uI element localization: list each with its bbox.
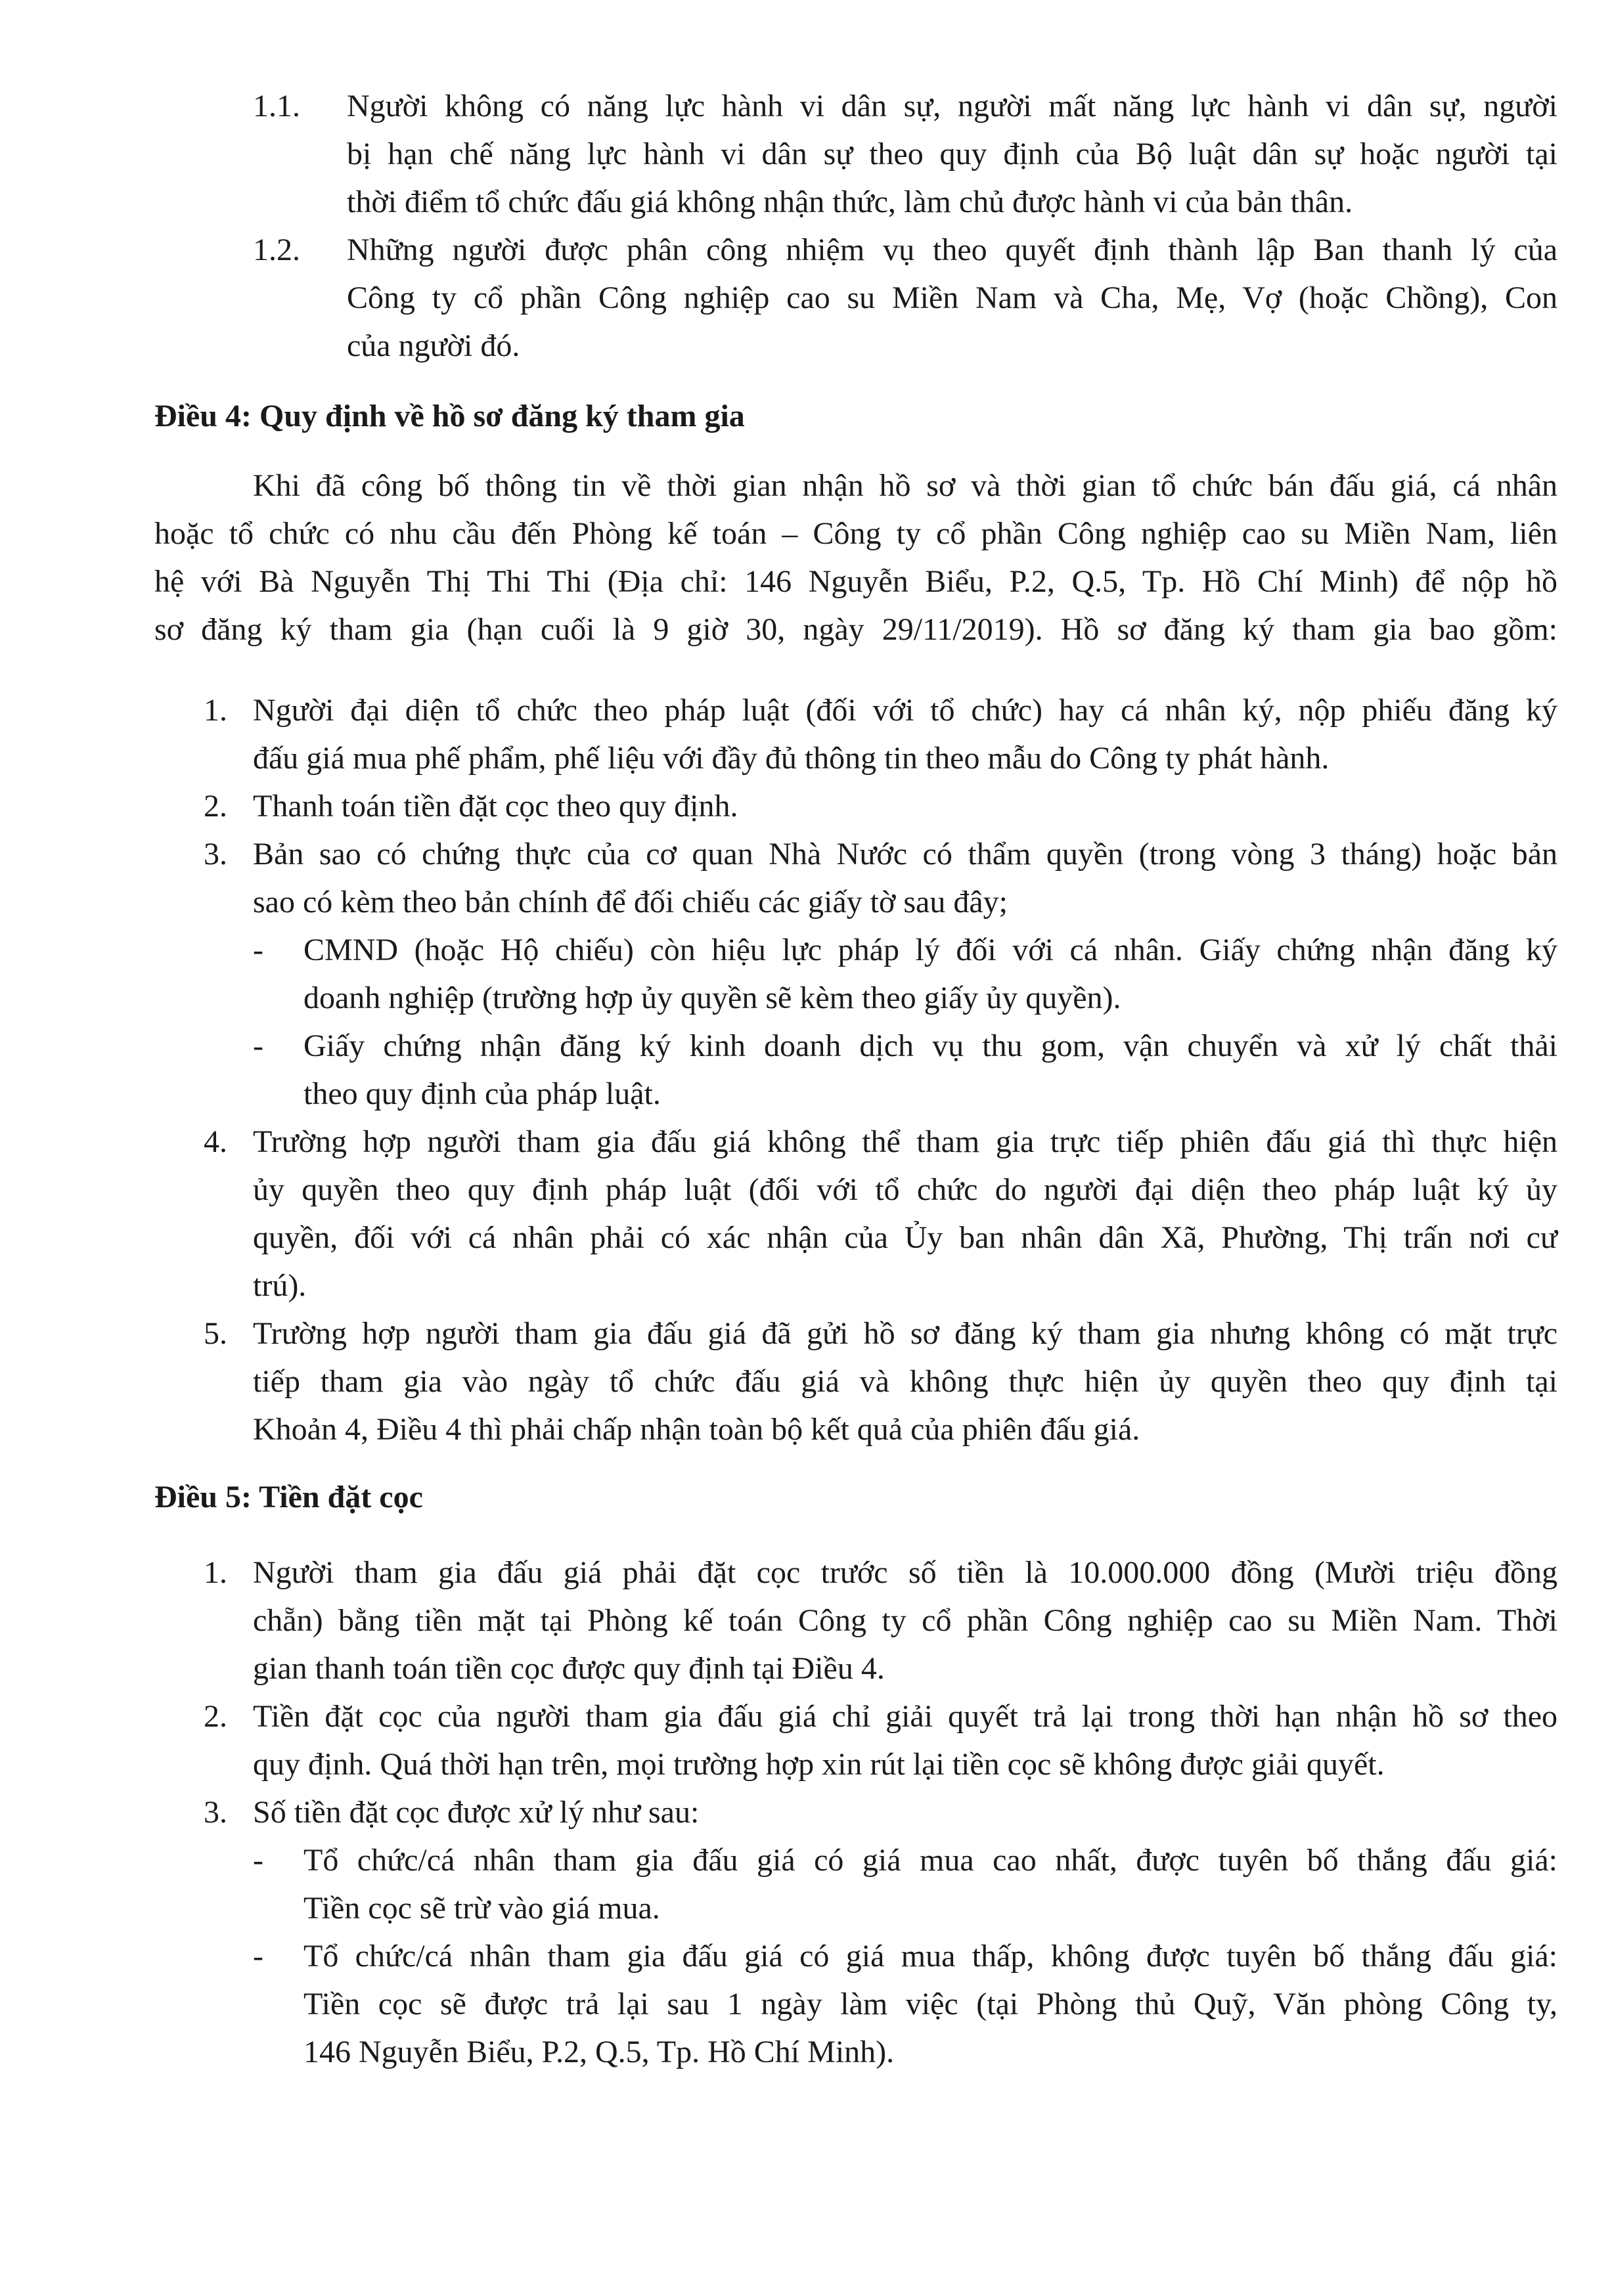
item-number: 2. (204, 789, 227, 824)
item-number: 4. (204, 1124, 227, 1159)
paragraph-line: Bản sao có chứng thực của cơ quan Nhà Nước có thẩm quyền (trong vòng 3 tháng) hoặc bản (253, 837, 1557, 872)
paragraph-line: sao có kèm theo bản chính để đối chiếu các giấy tờ sau đây; (253, 885, 1008, 919)
paragraph-line: quyền, đối với cá nhân phải có xác nhận của Ủy ban nhân dân Xã, Phường, Thị trấn nơi cư (253, 1220, 1557, 1255)
paragraph-line: Trường hợp người tham gia đấu giá đã gửi hồ sơ đăng ký tham gia nhưng không có mặt trực (253, 1316, 1557, 1351)
paragraph-line: Tiền đặt cọc của người tham gia đấu giá chỉ giải quyết trả lại trong thời hạn nhận hồ sơ theo (253, 1699, 1557, 1734)
paragraph-line: Trường hợp người tham gia đấu giá không thể tham gia trực tiếp phiên đấu giá thì thực hiện (253, 1124, 1557, 1159)
item-number: 3. (204, 1795, 227, 1830)
paragraph-line: bị hạn chế năng lực hành vi dân sự theo quy định của Bộ luật dân sự hoặc người tại (347, 137, 1557, 171)
paragraph-line: sơ đăng ký tham gia (hạn cuối là 9 giờ 30, ngày 29/11/2019). Hồ sơ đăng ký tham gia bao gồm: (154, 612, 1557, 647)
paragraph-line: gian thanh toán tiền cọc được quy định tại Điều 4. (253, 1651, 885, 1686)
bullet-dash: - (253, 1028, 263, 1063)
paragraph-line: Thanh toán tiền đặt cọc theo quy định. (253, 789, 738, 824)
paragraph-line: ủy quyền theo quy định pháp luật (đối với tổ chức do người đại diện theo pháp luật ký ủy (253, 1172, 1557, 1207)
paragraph-line: CMND (hoặc Hộ chiếu) còn hiệu lực pháp lý đối với cá nhân. Giấy chứng nhận đăng ký (303, 933, 1557, 967)
paragraph-line: 146 Nguyễn Biểu, P.2, Q.5, Tp. Hồ Chí Minh). (303, 2035, 895, 2069)
paragraph-line: đấu giá mua phế phẩm, phế liệu với đầy đủ thông tin theo mẫu do Công ty phát hành. (253, 741, 1330, 776)
paragraph-line: doanh nghiệp (trường hợp ủy quyền sẽ kèm theo giấy ủy quyền). (303, 981, 1121, 1015)
bullet-dash: - (253, 933, 263, 967)
paragraph-line: Tổ chức/cá nhân tham gia đấu giá có giá mua thấp, không được tuyên bố thắng đấu giá: (303, 1939, 1557, 1974)
item-number: 1. (204, 693, 227, 728)
paragraph-line: Người đại diện tổ chức theo pháp luật (đối với tổ chức) hay cá nhân ký, nộp phiếu đăng ký (253, 693, 1557, 728)
paragraph-line: theo quy định của pháp luật. (303, 1076, 661, 1111)
paragraph-line: Tổ chức/cá nhân tham gia đấu giá có giá mua cao nhất, được tuyên bố thắng đấu giá: (303, 1843, 1557, 1878)
paragraph-line: hệ với Bà Nguyễn Thị Thi Thi (Địa chỉ: 146 Nguyễn Biểu, P.2, Q.5, Tp. Hồ Chí Minh) để nộp hồ (154, 564, 1557, 599)
paragraph-line: trú). (253, 1268, 307, 1303)
paragraph-line: Người tham gia đấu giá phải đặt cọc trước số tiền là 10.000.000 đồng (Mười triệu đồng (253, 1555, 1557, 1590)
item-number: 5. (204, 1316, 227, 1351)
paragraph-line: Số tiền đặt cọc được xử lý như sau: (253, 1795, 700, 1830)
paragraph-line: Công ty cổ phần Công nghiệp cao su Miền Nam và Cha, Mẹ, Vợ (hoặc Chồng), Con (347, 280, 1557, 315)
paragraph-line: quy định. Quá thời hạn trên, mọi trường hợp xin rút lại tiền cọc sẽ không được giải quyết. (253, 1747, 1385, 1782)
paragraph-line: Người không có năng lực hành vi dân sự, người mất năng lực hành vi dân sự, người (347, 89, 1557, 123)
paragraph-line: Tiền cọc sẽ được trả lại sau 1 ngày làm việc (tại Phòng thủ Quỹ, Văn phòng Công ty, (303, 1987, 1557, 2021)
paragraph-line: Những người được phân công nhiệm vụ theo quyết định thành lập Ban thanh lý của (347, 232, 1557, 267)
paragraph-line: Khoản 4, Điều 4 thì phải chấp nhận toàn bộ kết quả của phiên đấu giá. (253, 1412, 1140, 1447)
bullet-dash: - (253, 1939, 263, 1974)
paragraph-line: thời điểm tổ chức đấu giá không nhận thức, làm chủ được hành vi của bản thân. (347, 185, 1353, 219)
item-number: 1. (204, 1555, 227, 1590)
paragraph-line: tiếp tham gia vào ngày tổ chức đấu giá và không thực hiện ủy quyền theo quy định tại (253, 1364, 1557, 1399)
paragraph-line: Tiền cọc sẽ trừ vào giá mua. (303, 1891, 660, 1926)
article-4-heading: Điều 4: Quy định về hồ sơ đăng ký tham gia (154, 399, 745, 433)
paragraph-line: của người đó. (347, 328, 520, 363)
paragraph-line: Khi đã công bố thông tin về thời gian nhận hồ sơ và thời gian tổ chức bán đấu giá, cá nhân (253, 468, 1557, 503)
item-number: 2. (204, 1699, 227, 1734)
article-5-heading: Điều 5: Tiền đặt cọc (154, 1480, 423, 1514)
paragraph-line: hoặc tổ chức có nhu cầu đến Phòng kế toán – Công ty cổ phần Công nghiệp cao su Miền Nam, liên (154, 516, 1557, 551)
item-number: 3. (204, 837, 227, 872)
paragraph-line: Giấy chứng nhận đăng ký kinh doanh dịch vụ thu gom, vận chuyển và xử lý chất thải (303, 1028, 1557, 1063)
item-number: 1.1. (253, 89, 300, 123)
bullet-dash: - (253, 1843, 263, 1878)
item-number: 1.2. (253, 232, 300, 267)
paragraph-line: chẵn) bằng tiền mặt tại Phòng kế toán Công ty cổ phần Công nghiệp cao su Miền Nam. Thời (253, 1603, 1557, 1638)
